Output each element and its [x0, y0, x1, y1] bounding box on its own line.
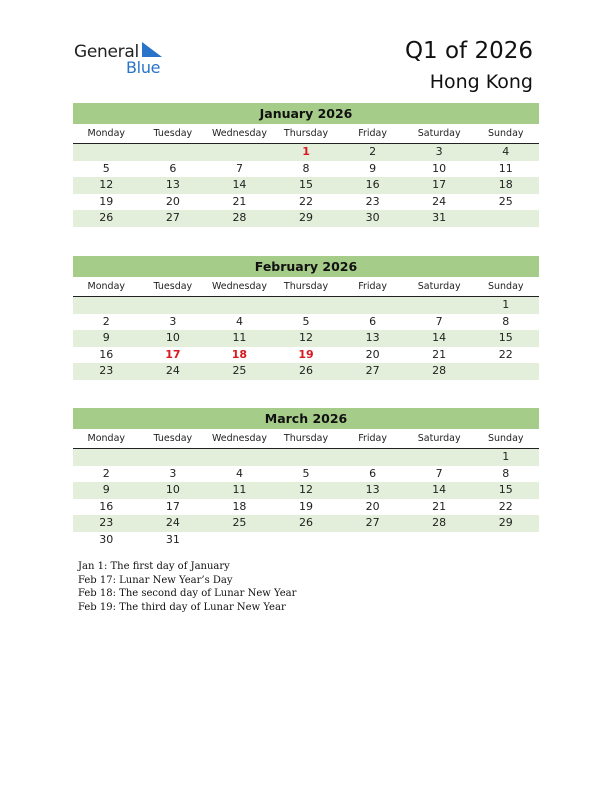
day-cell: 31	[165, 532, 180, 546]
weekday-header	[73, 431, 539, 449]
day-cell: 6	[169, 161, 177, 175]
day-cell: 5	[302, 314, 310, 328]
day-cell: 11	[232, 483, 247, 497]
day-cell: 6	[369, 314, 377, 328]
day-cell: 8	[502, 314, 510, 328]
weekday-label: Saturday	[417, 281, 461, 292]
day-cell: 18	[232, 499, 247, 513]
day-cell: 16	[99, 499, 114, 513]
weekday-label: Monday	[87, 281, 126, 292]
weekday-header	[73, 279, 539, 297]
day-cell: 23	[365, 194, 380, 208]
day-cell	[472, 363, 539, 380]
note-item: Feb 19: The third day of Lunar New Year	[78, 601, 286, 613]
day-cell: 1	[502, 450, 510, 463]
month-title: March 2026	[73, 408, 539, 429]
day-cell: 29	[299, 211, 314, 225]
day-cell: 15	[299, 178, 314, 192]
day-cell: 7	[235, 161, 243, 175]
day-cell: 12	[299, 331, 314, 345]
day-cell: 26	[299, 364, 314, 378]
note-item: Feb 18: The second day of Lunar New Year	[78, 588, 297, 599]
day-cell	[73, 449, 140, 466]
day-cell: 17	[165, 347, 181, 361]
day-cell: 8	[502, 466, 510, 480]
day-cell: 26	[299, 516, 314, 530]
note-item: Jan 1: The first day of January	[78, 561, 230, 572]
day-cell: 10	[165, 483, 180, 497]
day-cell: 28	[432, 364, 447, 378]
weekday-label: Tuesday	[153, 433, 193, 444]
day-cell: 23	[99, 516, 114, 530]
day-cell: 25	[498, 194, 513, 208]
week-row	[73, 515, 539, 532]
logo-general-text: General	[74, 42, 139, 62]
day-cell: 3	[435, 145, 443, 158]
day-cell	[406, 297, 473, 314]
day-cell	[206, 297, 273, 314]
day-cell: 9	[102, 331, 110, 345]
day-cell: 10	[165, 331, 180, 345]
day-cell: 21	[432, 499, 447, 513]
day-cell	[73, 297, 140, 314]
day-cell: 31	[432, 211, 447, 225]
weekday-label: Monday	[87, 128, 126, 139]
weekday-label: Monday	[87, 433, 126, 444]
day-cell: 2	[102, 466, 110, 480]
day-cell	[406, 449, 473, 466]
day-cell: 20	[165, 194, 180, 208]
day-cell: 6	[369, 466, 377, 480]
page-subtitle: Hong Kong	[429, 71, 533, 93]
day-cell	[273, 532, 340, 549]
day-cell: 28	[232, 211, 247, 225]
day-cell	[273, 449, 340, 466]
day-cell: 12	[299, 483, 314, 497]
day-cell: 15	[498, 331, 513, 345]
day-cell: 1	[502, 298, 510, 311]
month-calendar	[73, 256, 539, 380]
logo	[74, 40, 174, 80]
day-cell: 30	[365, 211, 380, 225]
day-cell: 18	[231, 347, 248, 361]
day-cell: 26	[99, 211, 114, 225]
day-cell: 27	[365, 516, 380, 530]
weekday-label: Sunday	[487, 433, 524, 444]
week-row	[73, 449, 539, 466]
week-row	[73, 347, 539, 364]
logo-triangle-icon	[142, 42, 164, 58]
day-cell: 3	[169, 466, 177, 480]
day-cell: 4	[235, 314, 243, 328]
day-cell	[140, 297, 207, 314]
day-cell: 13	[165, 178, 180, 192]
day-cell: 19	[298, 347, 314, 361]
day-cell: 22	[498, 347, 513, 361]
day-cell: 10	[432, 161, 447, 175]
weekday-label: Wednesday	[211, 128, 267, 139]
day-cell: 15	[498, 483, 513, 497]
week-row	[73, 144, 539, 161]
day-cell	[339, 297, 406, 314]
day-cell: 27	[165, 211, 180, 225]
day-cell	[339, 449, 406, 466]
day-cell: 9	[102, 483, 110, 497]
day-cell: 16	[365, 178, 380, 192]
weekday-label: Saturday	[417, 128, 461, 139]
day-cell: 19	[299, 499, 314, 513]
day-cell	[472, 210, 539, 227]
day-cell: 19	[99, 194, 114, 208]
day-cell: 5	[102, 161, 110, 175]
weekday-label: Sunday	[487, 128, 524, 139]
day-cell: 7	[435, 314, 443, 328]
day-cell	[273, 297, 340, 314]
weekday-label: Friday	[358, 281, 387, 292]
day-cell: 8	[302, 161, 310, 175]
weekday-label: Tuesday	[153, 281, 193, 292]
day-cell	[206, 532, 273, 549]
day-cell: 22	[299, 194, 314, 208]
day-cell: 21	[432, 347, 447, 361]
weekday-label: Friday	[358, 128, 387, 139]
week-row	[73, 363, 539, 380]
day-cell: 5	[302, 466, 310, 480]
week-row	[73, 532, 539, 549]
day-cell	[339, 532, 406, 549]
holiday-notes	[78, 560, 296, 614]
note-item: Feb 17: Lunar New Year’s Day	[78, 574, 233, 586]
weekday-label: Saturday	[417, 433, 461, 444]
day-cell: 1	[302, 145, 310, 158]
day-cell: 11	[232, 331, 247, 345]
logo-blue-text: Blue	[126, 58, 161, 77]
day-cell: 2	[102, 314, 110, 328]
day-cell: 27	[365, 364, 380, 378]
day-cell: 20	[365, 347, 380, 361]
day-cell	[472, 532, 539, 549]
day-cell	[140, 144, 207, 161]
weekday-label: Thursday	[283, 128, 329, 139]
day-cell	[406, 532, 473, 549]
day-cell	[206, 449, 273, 466]
weekday-label: Thursday	[283, 281, 329, 292]
day-cell: 21	[232, 194, 247, 208]
day-cell: 14	[432, 331, 447, 345]
day-cell: 28	[432, 516, 447, 530]
week-row	[73, 330, 539, 347]
week-row	[73, 297, 539, 314]
day-cell: 20	[365, 499, 380, 513]
day-cell: 16	[99, 347, 114, 361]
day-cell: 24	[165, 516, 180, 530]
weekday-label: Friday	[358, 433, 387, 444]
week-row	[73, 177, 539, 194]
day-cell: 17	[432, 178, 447, 192]
day-cell	[206, 144, 273, 161]
weekday-label: Wednesday	[211, 433, 267, 444]
day-cell: 25	[232, 364, 247, 378]
day-cell: 24	[165, 364, 180, 378]
week-row	[73, 314, 539, 331]
day-cell: 22	[498, 499, 513, 513]
month-calendar	[73, 103, 539, 227]
day-cell: 9	[369, 161, 377, 175]
month-title: January 2026	[73, 103, 539, 124]
week-row	[73, 482, 539, 499]
day-cell: 2	[369, 145, 377, 158]
day-cell	[73, 144, 140, 161]
day-cell: 13	[365, 331, 380, 345]
day-cell: 4	[502, 145, 510, 158]
week-row	[73, 499, 539, 516]
day-cell: 3	[169, 314, 177, 328]
page-title: Q1 of 2026	[404, 38, 533, 64]
day-cell: 14	[432, 483, 447, 497]
week-row	[73, 161, 539, 178]
day-cell: 29	[498, 516, 513, 530]
day-cell: 4	[235, 466, 243, 480]
day-cell: 17	[165, 499, 180, 513]
weekday-label: Tuesday	[153, 128, 193, 139]
day-cell: 13	[365, 483, 380, 497]
day-cell	[140, 449, 207, 466]
day-cell: 30	[99, 532, 114, 546]
week-row	[73, 466, 539, 483]
week-row	[73, 210, 539, 227]
weekday-header	[73, 126, 539, 144]
month-calendar	[73, 408, 539, 549]
month-title: February 2026	[73, 256, 539, 277]
day-cell: 24	[432, 194, 447, 208]
weekday-label: Wednesday	[211, 281, 267, 292]
day-cell: 11	[498, 161, 513, 175]
day-cell: 18	[498, 178, 513, 192]
week-row	[73, 194, 539, 211]
weekday-label: Thursday	[283, 433, 329, 444]
weekday-label: Sunday	[487, 281, 524, 292]
day-cell: 12	[99, 178, 114, 192]
day-cell: 7	[435, 466, 443, 480]
day-cell: 14	[232, 178, 247, 192]
day-cell: 25	[232, 516, 247, 530]
day-cell: 23	[99, 364, 114, 378]
